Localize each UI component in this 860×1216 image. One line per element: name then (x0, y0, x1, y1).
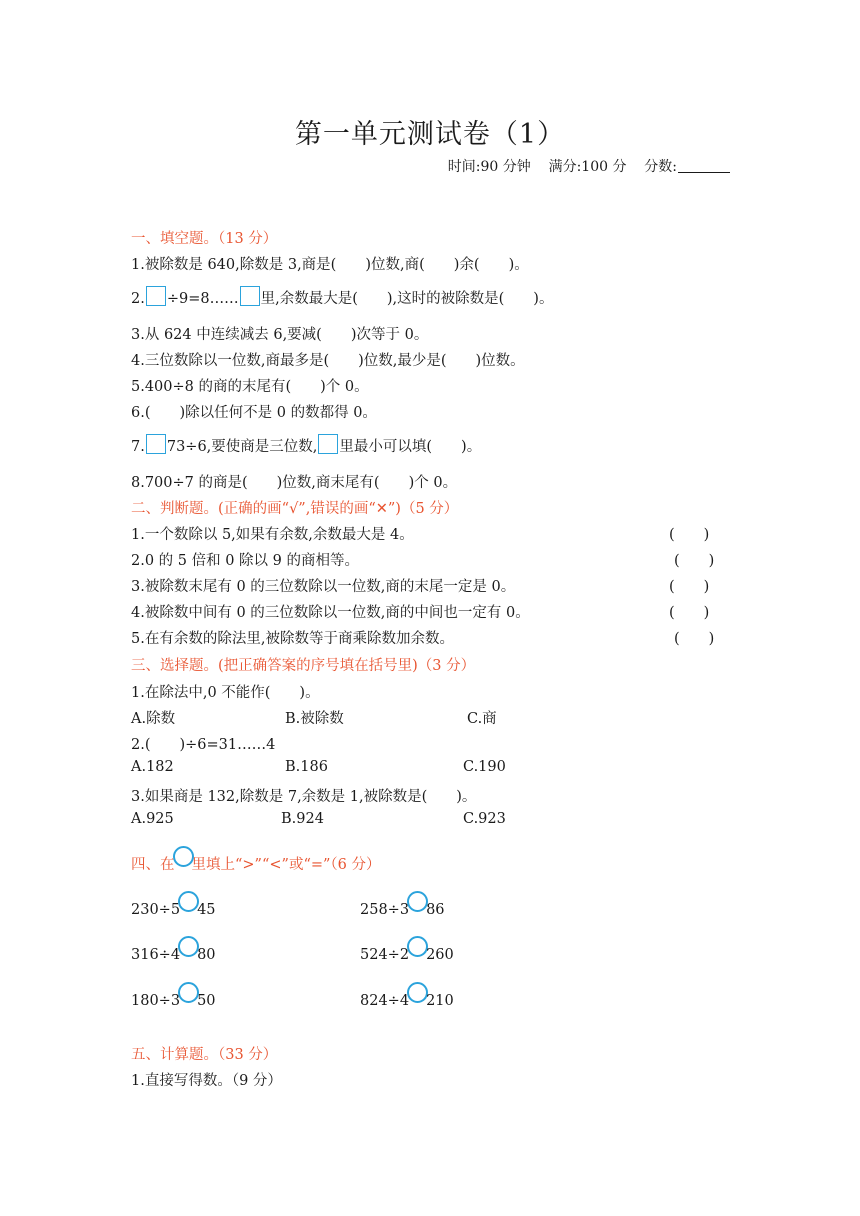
compare-item-6 (360, 982, 454, 1009)
square-box-icon[interactable] (146, 286, 166, 306)
option-c[interactable]: C.商 (467, 711, 497, 727)
section-4-heading (131, 846, 381, 874)
option-b[interactable]: B.186 (285, 759, 328, 775)
compare-item-2 (360, 891, 445, 918)
square-box-icon[interactable] (318, 434, 338, 454)
q2-text-a: ÷9=8…… (166, 291, 239, 307)
option-a[interactable]: A.182 (131, 759, 174, 775)
s1-question-6: 6.( )除以任何不是 0 的数都得 0。 (131, 405, 377, 421)
compare-left: 524÷2 (360, 947, 410, 963)
q7-number: 7. (131, 439, 145, 455)
s4-heading-b: 里填上“>”“<”或“=”（6 分） (191, 857, 381, 873)
s1-question-4: 4.三位数除以一位数,商最多是( )位数,最少是( )位数。 (131, 353, 525, 369)
s2-answer-paren-4[interactable]: ( ) (669, 605, 710, 621)
q2-text-b: 里,余数最大是( ),这时的被除数是( )。 (260, 291, 554, 307)
s2-answer-paren-5[interactable]: ( ) (674, 631, 715, 647)
compare-left: 316÷4 (131, 947, 181, 963)
compare-left: 230÷5 (131, 902, 181, 918)
q7-text-a: 73÷6,要使商是三位数, (166, 439, 318, 455)
square-box-icon[interactable] (146, 434, 166, 454)
option-c[interactable]: C.190 (463, 759, 506, 775)
s3-question-3: 3.如果商是 132,除数是 7,余数是 1,被除数是( )。 (131, 789, 477, 805)
score-label: 分数: (644, 159, 677, 175)
s1-question-7 (131, 434, 481, 456)
compare-left: 824÷4 (360, 993, 410, 1009)
option-b[interactable]: B.924 (281, 811, 324, 827)
compare-circle[interactable] (178, 891, 199, 912)
s4-heading-a: 四、在 (131, 857, 175, 873)
s3-question-2: 2.( )÷6=31……4 (131, 737, 276, 753)
s1-question-1: 1.被除数是 640,除数是 3,商是( )位数,商( )余( )。 (131, 257, 529, 273)
compare-item-1 (131, 891, 216, 918)
compare-left: 180÷3 (131, 993, 181, 1009)
circle-icon (173, 846, 194, 867)
square-box-icon[interactable] (240, 286, 260, 306)
s1-question-3: 3.从 624 中连续减去 6,要减( )次等于 0。 (131, 327, 429, 343)
compare-item-5 (131, 982, 216, 1009)
s2-item-1: 1.一个数除以 5,如果有余数,余数最大是 4。 (131, 527, 414, 543)
compare-right: 45 (197, 902, 216, 918)
s2-item-3: 3.被除数末尾有 0 的三位数除以一位数,商的末尾一定是 0。 (131, 579, 516, 595)
s1-question-5: 5.400÷8 的商的末尾有( )个 0。 (131, 379, 369, 395)
option-a[interactable]: A.除数 (131, 711, 176, 727)
compare-circle[interactable] (407, 936, 428, 957)
compare-right: 50 (197, 993, 216, 1009)
s2-answer-paren-2[interactable]: ( ) (674, 553, 715, 569)
s2-item-5: 5.在有余数的除法里,被除数等于商乘除数加余数。 (131, 631, 454, 647)
compare-right: 80 (197, 947, 216, 963)
compare-item-4 (360, 936, 454, 963)
compare-right: 86 (426, 902, 445, 918)
compare-right: 210 (426, 993, 454, 1009)
section-1-heading: 一、填空题。（13 分） (131, 231, 278, 247)
compare-circle[interactable] (407, 891, 428, 912)
q7-text-b: 里最小可以填( )。 (339, 439, 482, 455)
time-limit: 时间:90 分钟 (447, 159, 531, 175)
compare-circle[interactable] (178, 982, 199, 1003)
score-blank[interactable] (678, 158, 730, 173)
compare-circle[interactable] (407, 982, 428, 1003)
section-2-heading: 二、判断题。(正确的画“√”,错误的画“✕”)（5 分） (131, 501, 459, 517)
s2-answer-paren-3[interactable]: ( ) (669, 579, 710, 595)
section-5-heading: 五、计算题。（33 分） (131, 1047, 278, 1063)
s2-answer-paren-1[interactable]: ( ) (669, 527, 710, 543)
compare-right: 260 (426, 947, 454, 963)
s1-question-2 (131, 286, 553, 308)
option-b[interactable]: B.被除数 (285, 711, 344, 727)
q2-number: 2. (131, 291, 145, 307)
page-title: 第一单元测试卷（1） (294, 119, 566, 150)
s2-item-4: 4.被除数中间有 0 的三位数除以一位数,商的中间也一定有 0。 (131, 605, 530, 621)
option-c[interactable]: C.923 (463, 811, 506, 827)
full-score: 满分:100 分 (548, 159, 627, 175)
s2-item-2: 2.0 的 5 倍和 0 除以 9 的商相等。 (131, 553, 359, 569)
compare-item-3 (131, 936, 216, 963)
exam-meta (448, 156, 730, 176)
s3-question-1: 1.在除法中,0 不能作( )。 (131, 685, 320, 701)
s5-question-1: 1.直接写得数。（9 分） (131, 1073, 282, 1089)
option-a[interactable]: A.925 (131, 811, 174, 827)
s1-question-8: 8.700÷7 的商是( )位数,商末尾有( )个 0。 (131, 475, 458, 491)
compare-left: 258÷3 (360, 902, 410, 918)
compare-circle[interactable] (178, 936, 199, 957)
section-3-heading: 三、选择题。(把正确答案的序号填在括号里)（3 分） (131, 658, 476, 674)
